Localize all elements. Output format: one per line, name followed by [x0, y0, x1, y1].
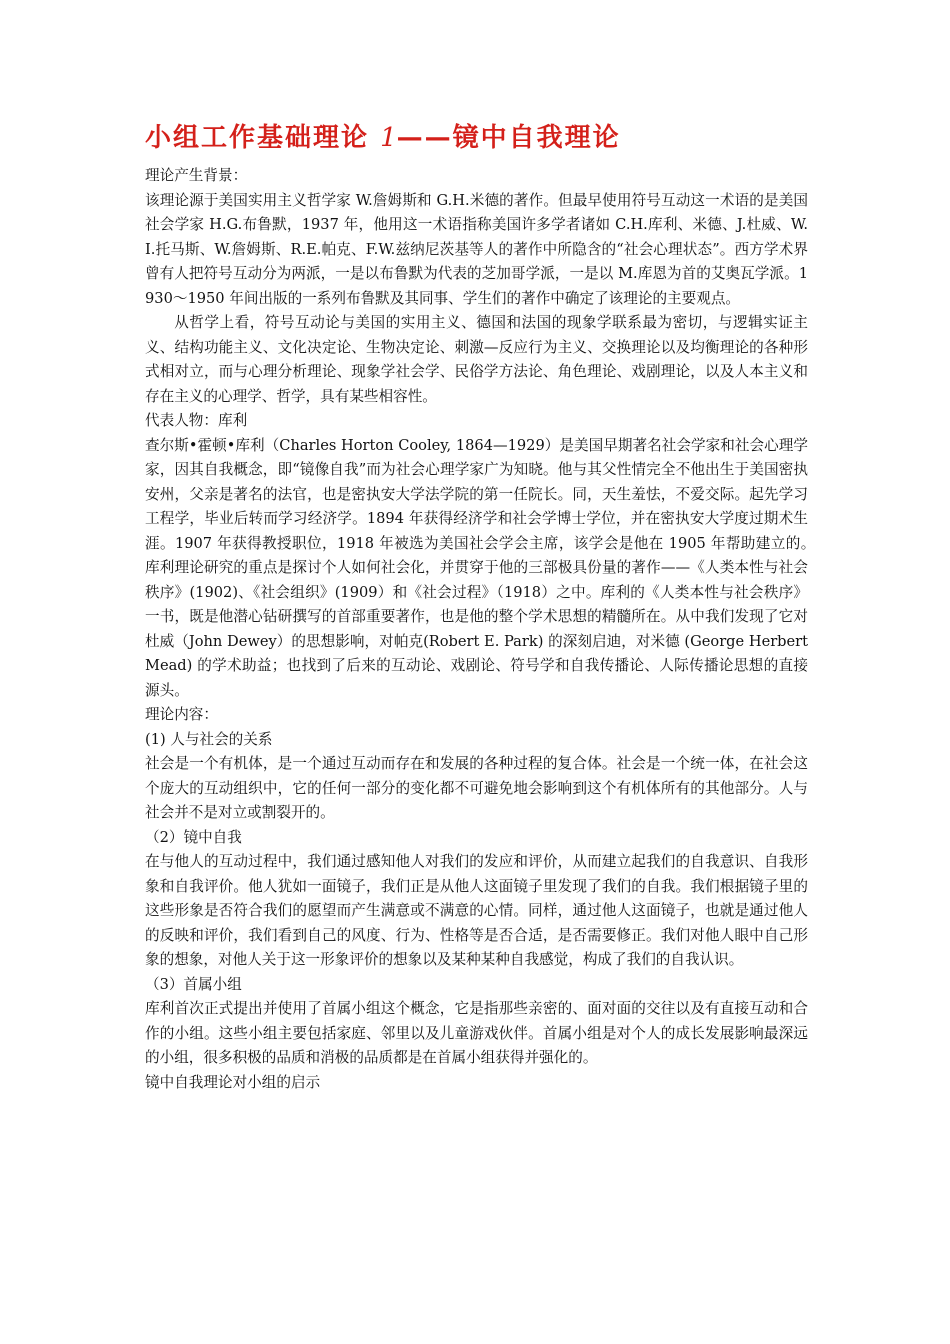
document-page — [145, 118, 838, 1095]
title-number: 1 — [380, 123, 397, 153]
background-paragraph-1: 该理论源于美国实用主义哲学家 W.詹姆斯和 G.H.米德的著作。但最早使用符号互动这一术语的是美国社会学家 H.G.布鲁默，1937 年，他用这一术语指称美国许多学者诸如 C.H.库利、米德、J.杜威、W.I.托马斯、W.詹姆斯、R.E.帕克、F.W.兹纳尼茨基等人的著作中所隐含的“社会心理状态”。西方学术界曾有人把符号互动分为两派，一是以布鲁默为代表的芝加哥学派，一是以 M.库恩为首的艾奥瓦学派。1930～1950 年间出版的一系列布鲁默及其同事、学生们的著作中确定了该理论的主要观点。 — [145, 191, 808, 307]
implication-heading: 镜中自我理论对小组的启示 — [145, 1073, 321, 1091]
background-heading: 理论产生背景： — [145, 167, 248, 184]
representative-heading: 代表人物：库利 — [145, 412, 248, 429]
document-title — [145, 118, 808, 158]
section-2-heading: （2）镜中自我 — [145, 828, 242, 846]
title-rest: ——镜中自我理论 — [396, 123, 621, 153]
background-paragraph-2: 从哲学上看，符号互动论与美国的实用主义、德国和法国的现象学联系最为密切，与逻辑实证主义、结构功能主义、文化决定论、生物决定论、刺激—反应行为主义、交换理论以及均衡理论的各种形式相对立，而与心理分析理论、现象学社会学、民俗学方法论、角色理论、戏剧理论，以及人本主义和存在主义的心理学、哲学，具有某些相容性。 — [145, 314, 808, 405]
section-2-paragraph: 在与他人的互动过程中，我们通过感知他人对我们的发应和评价，从而建立起我们的自我意识、自我形象和自我评价。他人犹如一面镜子，我们正是从他人这面镜子里发现了我们的自我。我们根据镜子里的这些形象是否符合我们的愿望而产生满意或不满意的心情。同样，通过他人这面镜子，也就是通过他人的反映和评价，我们看到自己的风度、行为、性格等是否合适，是否需要修正。我们对他人眼中自己形象的想象，对他人关于这一形象评价的想象以及某种某种自我感觉，构成了我们的自我认识。 — [145, 853, 808, 968]
section-3-heading: （3）首属小组 — [145, 975, 242, 993]
representative-paragraph: 查尔斯•霍顿•库利（Charles Horton Cooley, 1864—1929）是美国早期著名社会学家和社会心理学家，因其自我概念，即“镜像自我”而为社会心理学家广为知晓。他与其父性情完全不他出生于美国密执安州，父亲是著名的法官，也是密执安大学法学院的第一任院长。同，天生羞怯，不爱交际。起先学习工程学，毕业后转而学习经济学。1894 年获得经济学和社会学博士学位，并在密执安大学度过期术生涯。1907 年获得教授职位，1918 年被选为美国社会学会主席，该学会是他在 1905 年帮助建立的。 库利理论研究的重点是探讨个人如何社会化，并贯穿于他的三部极具份量的著作——《人类本性与社会秩序》(1902)、《社会组织》(1909）和《社会过程》（1918）之中。库利的《人类本性与社会秩序》一书，既是他潜心钻研撰写的首部重要著作，也是他的整个学术思想的精髓所在。从中我们发现了它对杜威（John Dewey）的思想影响，对帕克(Robert E. Park) 的深刻启迪，对米德 (George Herbert Mead) 的学术助益；也找到了后来的互动论、戏剧论、符号学和自我传播论、人际传播论思想的直接源头。 — [145, 436, 838, 699]
section-1-paragraph: 社会是一个有机体，是一个通过互动而存在和发展的各种过程的复合体。社会是一个统一体，在社会这个庞大的互动组织中，它的任何一部分的变化都不可避免地会影响到这个有机体所有的其他部分。人与社会并不是对立或割裂开的。 — [145, 755, 808, 821]
title-main: 小组工作基础理论 — [145, 123, 381, 153]
section-3-paragraph: 库利首次正式提出并使用了首属小组这个概念，它是指那些亲密的、面对面的交往以及有直接互动和合作的小组。这些小组主要包括家庭、邻里以及儿童游戏伙伴。首属小组是对个人的成长发展影响最深远的小组，很多积极的品质和消极的品质都是在首属小组获得并强化的。 — [145, 1000, 808, 1066]
section-1-heading: (1) 人与社会的关系 — [145, 730, 273, 748]
content-heading: 理论内容： — [145, 706, 218, 723]
